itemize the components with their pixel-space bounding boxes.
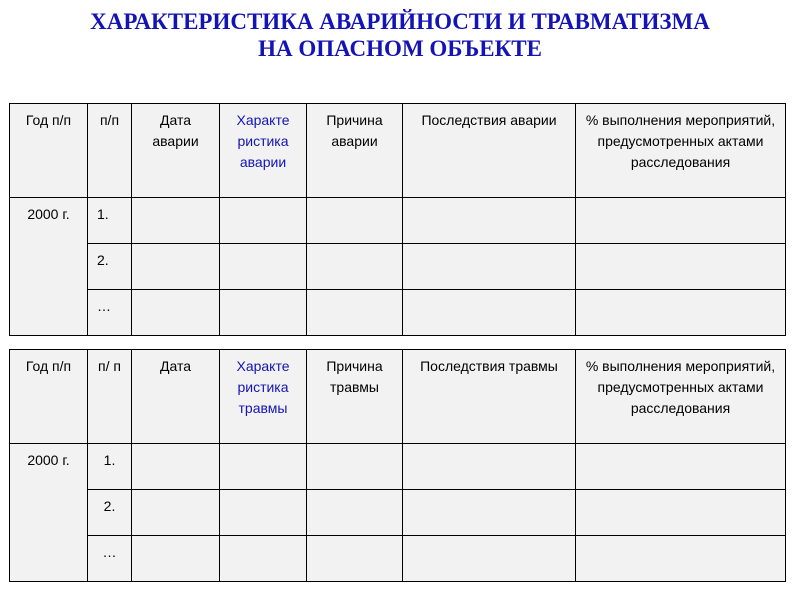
table-cell	[132, 536, 220, 582]
row-number: 1.	[88, 444, 132, 490]
table-cell	[576, 536, 786, 582]
table-cell	[403, 244, 576, 290]
table-cell	[307, 290, 403, 336]
table-cell	[576, 490, 786, 536]
table-cell	[307, 536, 403, 582]
table-row	[10, 490, 786, 536]
table-cell	[220, 444, 307, 490]
table-cell	[220, 244, 307, 290]
table-cell	[403, 536, 576, 582]
table-cell	[576, 290, 786, 336]
accident-table-header	[10, 104, 786, 198]
title-line-2: НА ОПАСНОМ ОБЪЕКТЕ	[258, 36, 542, 61]
table-cell	[220, 198, 307, 244]
row-number: 1.	[88, 198, 132, 244]
header-date: Дата	[132, 350, 220, 444]
table-row	[10, 198, 786, 244]
header-completion: % выполнения мероприятий, предусмотренных актами расследования	[576, 104, 786, 198]
header-number: п/п	[88, 104, 132, 198]
table-cell	[403, 290, 576, 336]
table-row	[10, 444, 786, 490]
accident-table	[9, 103, 786, 336]
title-line-1: ХАРАКТЕРИСТИКА АВАРИЙНОСТИ И ТРАВМАТИЗМА	[90, 9, 710, 34]
table-cell	[132, 244, 220, 290]
header-cause: Причина аварии	[307, 104, 403, 198]
table-row	[10, 244, 786, 290]
table-cell	[132, 444, 220, 490]
header-characteristic: Характе ристика травмы	[220, 350, 307, 444]
header-consequences: Последствия травмы	[403, 350, 576, 444]
table-cell	[403, 198, 576, 244]
table-cell	[576, 444, 786, 490]
header-characteristic: Характе ристика аварии	[220, 104, 307, 198]
table-cell	[220, 490, 307, 536]
table-cell	[576, 244, 786, 290]
injury-table	[9, 349, 786, 582]
page-title	[0, 8, 800, 62]
header-number: п/ п	[88, 350, 132, 444]
header-year: Год п/п	[10, 350, 88, 444]
table-cell	[220, 536, 307, 582]
table-cell	[576, 198, 786, 244]
year-cell: 2000 г.	[10, 444, 88, 582]
row-number: 2.	[88, 244, 132, 290]
header-completion: % выполнения мероприятий, предусмотренных актами расследования	[576, 350, 786, 444]
table-cell	[220, 290, 307, 336]
row-number: 2.	[88, 490, 132, 536]
table-cell	[307, 244, 403, 290]
table-cell	[307, 490, 403, 536]
table-row	[10, 536, 786, 582]
row-number: …	[88, 290, 132, 336]
header-consequences: Последствия аварии	[403, 104, 576, 198]
table-cell	[403, 444, 576, 490]
year-cell: 2000 г.	[10, 198, 88, 336]
injury-table-header	[10, 350, 786, 444]
table-cell	[403, 490, 576, 536]
table-cell	[307, 198, 403, 244]
table-cell	[132, 198, 220, 244]
table-cell	[132, 290, 220, 336]
table-cell	[132, 490, 220, 536]
header-date: Дата аварии	[132, 104, 220, 198]
table-row	[10, 290, 786, 336]
table-cell	[307, 444, 403, 490]
header-cause: Причина травмы	[307, 350, 403, 444]
row-number: …	[88, 536, 132, 582]
header-year: Год п/п	[10, 104, 88, 198]
